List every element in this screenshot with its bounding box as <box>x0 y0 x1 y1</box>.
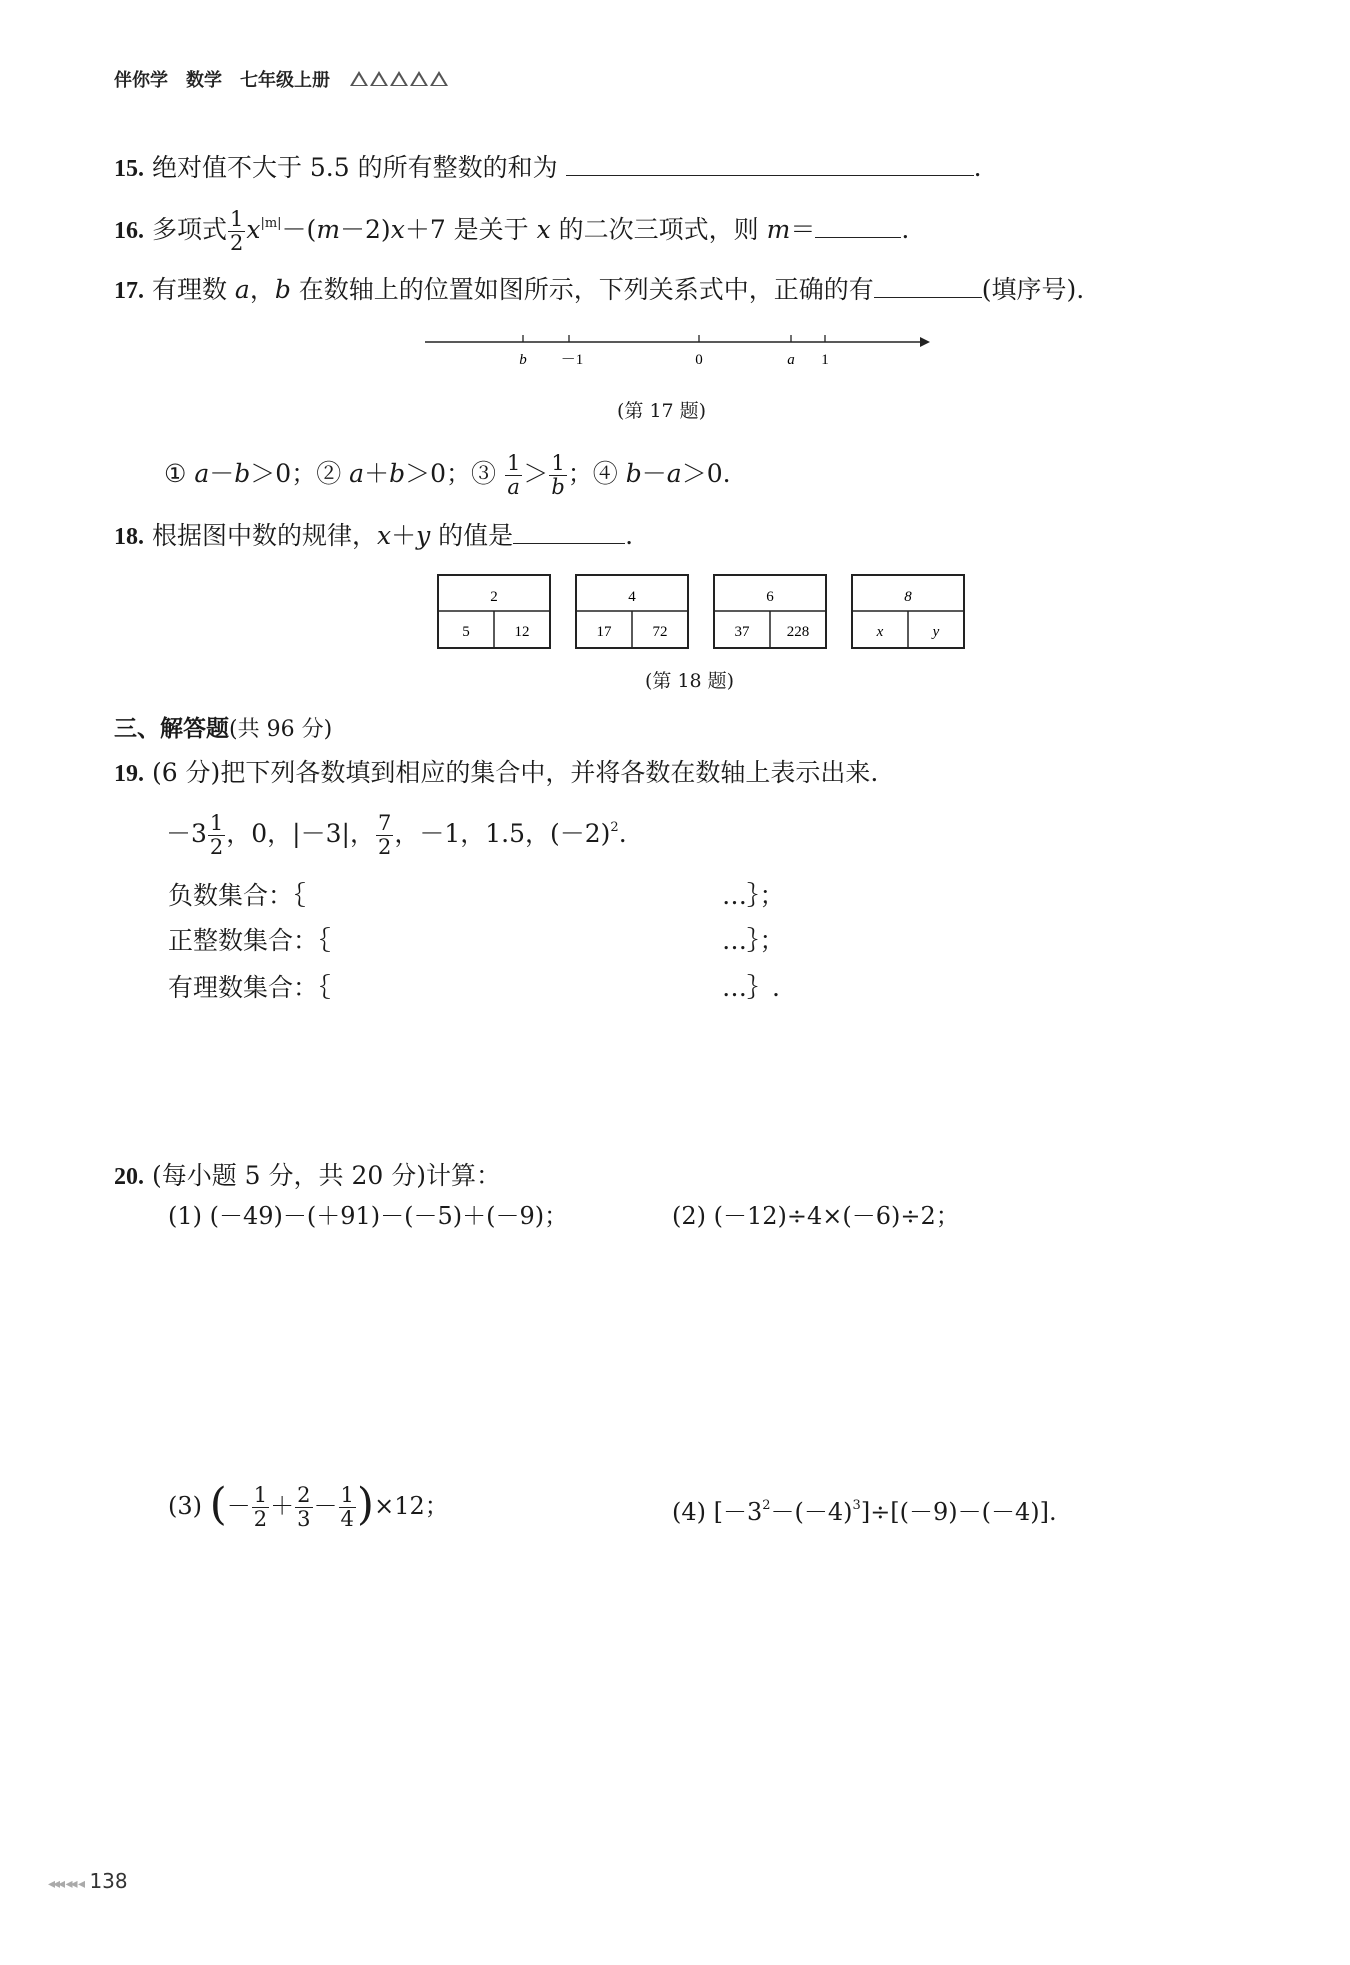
box-right-value: 228 <box>786 624 810 640</box>
arrows-icon: ◂◂◂ ◂◂ ◂ <box>48 1876 84 1892</box>
text: － <box>313 1492 338 1520</box>
variable: x <box>390 215 405 244</box>
numerator: 1 <box>549 452 566 476</box>
answer-blank[interactable] <box>566 153 974 176</box>
numerator: 1 <box>253 1483 268 1507</box>
text: ＞0. <box>681 459 731 488</box>
fraction <box>252 1484 269 1531</box>
variable: x <box>536 215 551 244</box>
text: (4) [－3 <box>672 1498 763 1526</box>
paren-open: ( <box>209 1479 227 1530</box>
fraction <box>505 452 522 499</box>
box-right-value: 72 <box>652 624 668 640</box>
variable: a <box>666 459 682 488</box>
box-right-value: 12 <box>514 624 530 640</box>
question-text: 绝对值不大于 5.5 的所有整数的和为 <box>151 153 558 182</box>
text: ， <box>249 275 275 304</box>
denominator: a <box>507 475 520 499</box>
question-number: 16. <box>114 218 144 244</box>
box-2 <box>576 575 688 648</box>
text: ]÷[(－9)－(－4)]. <box>860 1498 1057 1526</box>
answer-blank[interactable] <box>874 275 982 298</box>
variable: x <box>246 215 261 244</box>
variable: a <box>349 459 365 488</box>
denominator: b <box>551 475 565 499</box>
paren-close: ) <box>356 1479 375 1530</box>
question-15 <box>114 152 982 185</box>
box-4 <box>852 575 964 648</box>
fraction <box>228 208 245 255</box>
text: ＋ <box>270 1492 295 1520</box>
variable: b <box>389 459 406 488</box>
box-top-value: 2 <box>490 589 498 605</box>
question-number: 20. <box>114 1164 144 1190</box>
question-17 <box>114 274 1084 307</box>
box-3 <box>714 575 826 648</box>
text: ＞0；② <box>250 459 350 488</box>
sub-problem-1: (1) (－49)－(＋91)－(－5)＋(－9)； <box>168 1202 569 1230</box>
box-top-value: 8 <box>904 589 912 605</box>
text: ① <box>164 459 195 488</box>
fraction <box>295 1484 312 1531</box>
text: － <box>209 459 235 488</box>
sub-problem-4 <box>672 1490 1057 1528</box>
number-line-17 <box>420 330 930 380</box>
numerator: 7 <box>377 811 392 835</box>
question-number: 19. <box>114 761 144 787</box>
question-18 <box>114 520 633 553</box>
section-score: (共 96 分) <box>229 717 333 742</box>
variable: y <box>416 521 431 550</box>
text: ＞0；③ <box>405 459 504 488</box>
exponent: 3 <box>852 1498 861 1513</box>
box-left-value: 5 <box>462 624 470 640</box>
question-19 <box>114 757 878 790</box>
question-number: 17. <box>114 278 144 304</box>
box-top-value: 4 <box>628 589 636 605</box>
question-text: 根据图中数的规律， <box>151 521 377 550</box>
text: － <box>641 459 667 488</box>
text: (3) <box>168 1492 210 1520</box>
text: ＋ <box>391 521 417 550</box>
axis-label-one: 1 <box>821 352 829 368</box>
figure-caption: (第 17 题) <box>617 400 707 422</box>
text: ；④ <box>567 459 626 488</box>
text: ，－1，1.5，(－2) <box>394 819 611 848</box>
text: ＋7 是关于 <box>404 215 537 244</box>
section-title: 三、解答题 <box>114 716 229 742</box>
box-1 <box>438 575 550 648</box>
question-text: 在数轴上的位置如图所示，下列关系式中，正确的有 <box>290 275 874 304</box>
axis-label-zero: 0 <box>695 352 703 368</box>
axis-label-minus1: －1 <box>560 352 584 368</box>
header-triangles-icon <box>350 70 450 91</box>
rational-set-end: …｝. <box>722 973 780 1002</box>
number-boxes-18 <box>430 572 970 652</box>
fraction <box>339 1484 356 1531</box>
numerator: 1 <box>340 1483 354 1507</box>
denominator: 2 <box>377 835 392 859</box>
answer-blank[interactable] <box>513 521 625 544</box>
figure-caption: (第 18 题) <box>645 670 735 692</box>
header-text: 伴你学 数学 七年级上册 <box>114 70 330 91</box>
page-footer <box>48 1869 128 1893</box>
period: . <box>973 153 982 182</box>
negative-set-label: 负数集合：｛ <box>168 881 306 910</box>
text: ＝ <box>790 215 816 244</box>
box-left-value: 37 <box>734 624 750 640</box>
numerator: 1 <box>229 207 244 231</box>
numerator: 2 <box>297 1483 311 1507</box>
text: (填序号). <box>981 275 1085 304</box>
exponent: 2 <box>762 1498 771 1513</box>
variable: x <box>376 521 392 550</box>
numerator: 1 <box>506 451 521 475</box>
answer-blank[interactable] <box>815 215 901 238</box>
fraction <box>549 452 566 499</box>
question-number: 15. <box>114 156 144 182</box>
denominator: 2 <box>253 1507 268 1531</box>
variable: b <box>625 459 642 488</box>
text: ＞ <box>523 459 549 488</box>
question-text: 多项式 <box>151 215 227 244</box>
header-title <box>114 66 450 92</box>
denominator: 2 <box>209 835 224 859</box>
axis-label-a: a <box>787 352 795 368</box>
box-top-value: 6 <box>766 589 774 605</box>
denominator: 4 <box>340 1507 354 1531</box>
text: － <box>226 1492 251 1520</box>
positive-integer-set-end: …｝； <box>722 926 785 955</box>
period: . <box>901 215 910 244</box>
question-text: 有理数 <box>151 275 235 304</box>
text: 的二次三项式，则 <box>550 215 767 244</box>
question-20 <box>114 1160 501 1193</box>
text: －2) <box>340 215 391 244</box>
exponent: 2 <box>610 820 619 835</box>
text: ，0，|－3|， <box>226 819 375 848</box>
text: ＋ <box>364 459 390 488</box>
text: －(－4) <box>770 1498 853 1526</box>
rational-set-label: 有理数集合：｛ <box>168 973 331 1002</box>
positive-integer-set-label: 正整数集合：｛ <box>168 926 331 955</box>
fraction <box>208 812 225 859</box>
section-heading <box>114 710 332 743</box>
fraction <box>376 812 393 859</box>
denominator: 2 <box>229 231 244 255</box>
question-17-options <box>164 452 731 499</box>
box-left-value: x <box>876 624 884 640</box>
period: . <box>625 521 634 550</box>
question-text: 的值是 <box>430 521 514 550</box>
variable: a <box>194 459 210 488</box>
numerator: 1 <box>209 811 224 835</box>
variable: b <box>234 459 251 488</box>
question-16 <box>114 208 909 255</box>
variable: b <box>274 275 291 304</box>
box-left-value: 17 <box>596 624 612 640</box>
text: －( <box>281 215 317 244</box>
variable: a <box>234 275 250 304</box>
axis-label-b: b <box>519 352 527 368</box>
question-text: (6 分)把下列各数填到相应的集合中，并将各数在数轴上表示出来. <box>151 758 879 787</box>
negative-set-end: …｝； <box>722 881 785 910</box>
box-right-value: y <box>932 624 940 640</box>
sub-problem-2: (2) (－12)÷4×(－6)÷2； <box>672 1202 960 1230</box>
denominator: 3 <box>297 1507 311 1531</box>
exponent: |m| <box>260 216 282 231</box>
variable: m <box>316 215 341 244</box>
question-text: (每小题 5 分，共 20 分)计算： <box>151 1161 501 1190</box>
text: . <box>618 819 627 848</box>
sub-problem-3 <box>168 1479 449 1531</box>
text: －3 <box>166 819 207 848</box>
text: ×12； <box>374 1492 449 1520</box>
question-19-numbers <box>166 812 627 859</box>
variable: m <box>766 215 791 244</box>
question-number: 18. <box>114 524 144 550</box>
page-number: 138 <box>89 1869 128 1893</box>
